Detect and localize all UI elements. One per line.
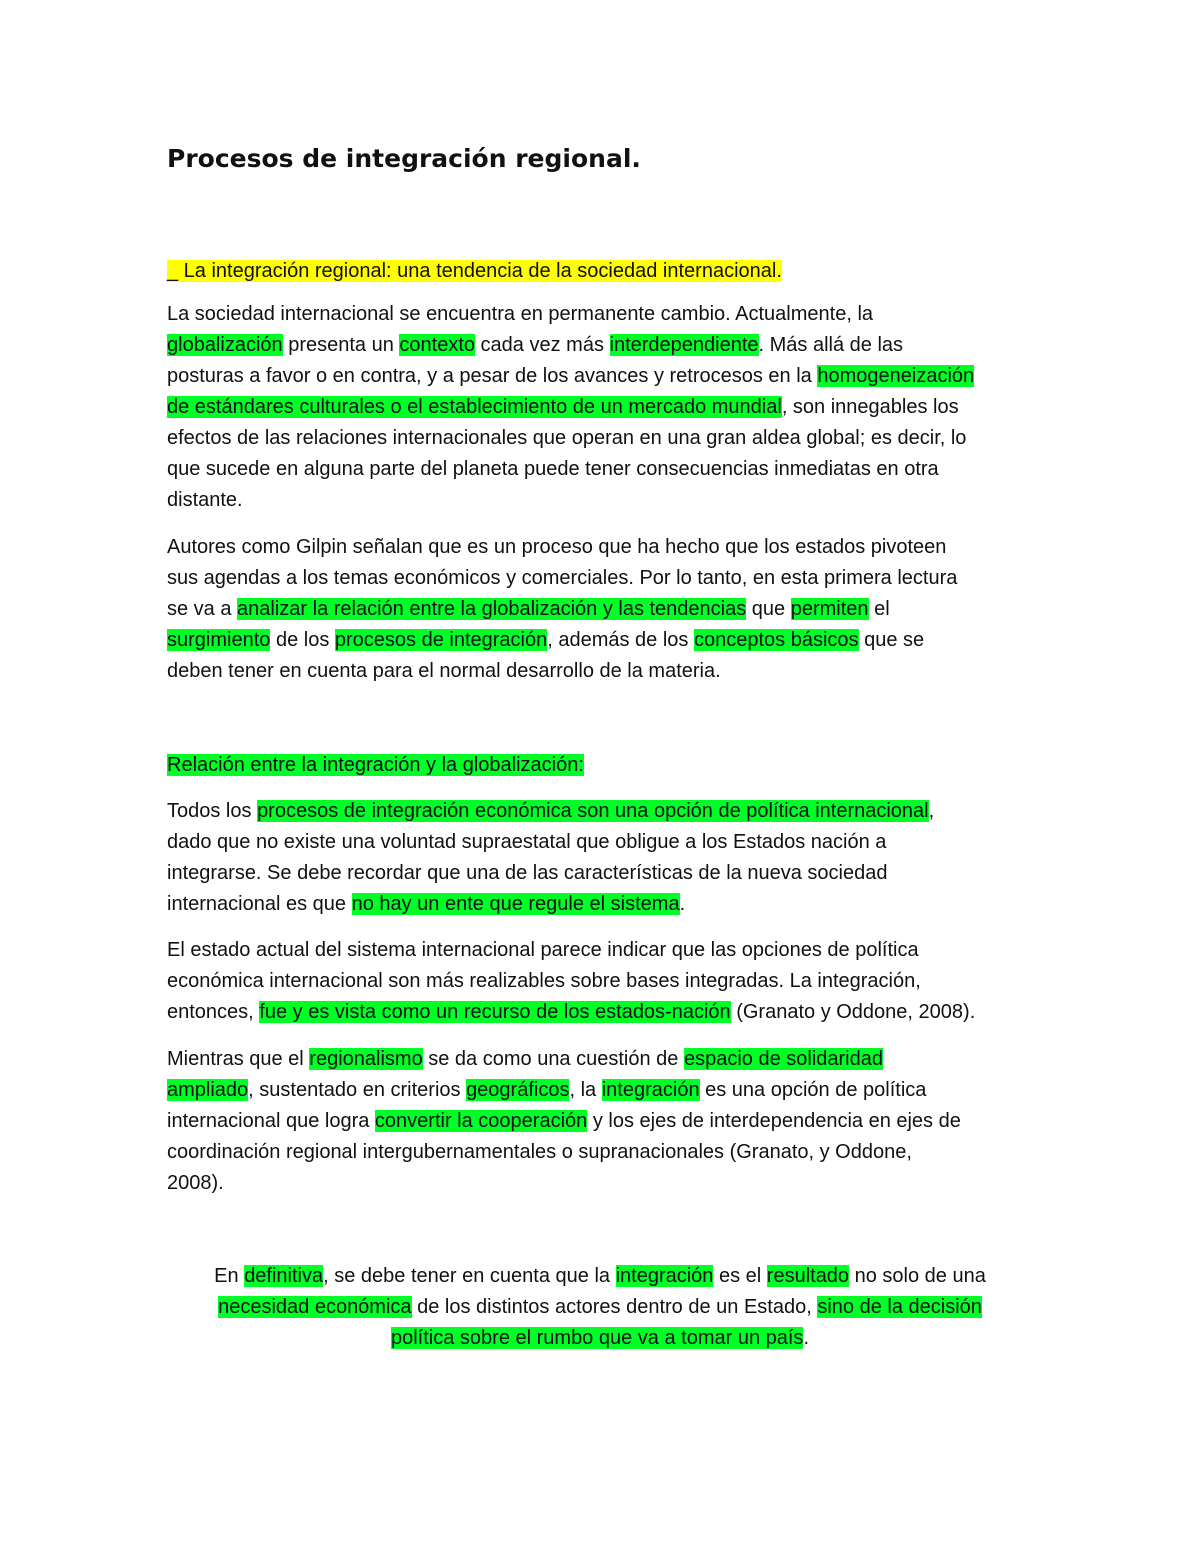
text-line <box>167 1106 1047 1137</box>
highlighted-text: de estándares culturales o el establecimiento de un mercado mundial <box>167 396 782 418</box>
body-text: el <box>868 598 890 620</box>
section1-paragraph-1 <box>167 299 1047 516</box>
text-line <box>167 485 1047 516</box>
text-line <box>167 423 1047 454</box>
text-line <box>167 563 1047 594</box>
text-line <box>167 330 1047 361</box>
body-text: (Granato y Oddone, 2008). <box>730 1001 976 1023</box>
body-text: distante. <box>167 489 243 511</box>
body-text: efectos de las relaciones internacionales que operan en una gran aldea global; es decir, lo <box>167 427 967 449</box>
highlighted-text: necesidad económica <box>218 1296 412 1318</box>
section1-heading <box>167 256 1047 287</box>
text-line <box>167 827 1047 858</box>
body-text: posturas a favor o en contra, y a pesar de los avances y retrocesos en la <box>167 365 818 387</box>
body-text: que sucede en alguna parte del planeta puede tener consecuencias inmediatas en otra <box>167 458 939 480</box>
text-line <box>100 1292 1100 1323</box>
highlighted-text: contexto <box>399 334 475 356</box>
body-text: es una opción de política <box>699 1079 927 1101</box>
body-text: es el <box>713 1265 767 1287</box>
highlighted-text: conceptos básicos <box>693 629 859 651</box>
highlighted-text: analizar la relación entre la globalización y las tendencias <box>237 598 747 620</box>
section2-paragraph-1 <box>167 796 1047 920</box>
highlighted-text: permiten <box>790 598 869 620</box>
body-text: Mientras que el <box>167 1048 310 1070</box>
highlighted-text: resultado <box>766 1265 850 1287</box>
text-line <box>167 532 1047 563</box>
highlighted-text: regionalismo <box>309 1048 423 1070</box>
body-text: 2008). <box>167 1172 224 1194</box>
text-line <box>100 1261 1100 1292</box>
text-line <box>167 1044 1047 1075</box>
highlighted-text: integración <box>615 1265 714 1287</box>
highlighted-text: política sobre el rumbo que va a tomar un país <box>390 1327 804 1349</box>
body-text: que <box>746 598 791 620</box>
section1-paragraph-2 <box>167 532 1047 687</box>
text-line <box>167 1075 1047 1106</box>
body-text: de los <box>270 629 335 651</box>
body-text: que se <box>858 629 925 651</box>
section1-heading-text: _ La integración regional: una tendencia de la sociedad internacional. <box>167 260 782 282</box>
text-line <box>167 361 1047 392</box>
text-line <box>167 299 1047 330</box>
text-line <box>167 997 1047 1028</box>
body-text: y los ejes de interdependencia en ejes de <box>587 1110 961 1132</box>
highlighted-text: geográficos <box>466 1079 570 1101</box>
highlighted-text: procesos de integración económica son una opción de política internacional <box>257 800 929 822</box>
body-text: presenta un <box>282 334 400 356</box>
highlighted-text: surgimiento <box>167 629 271 651</box>
body-text: Todos los <box>167 800 258 822</box>
text-line <box>167 656 1047 687</box>
body-text: internacional que logra <box>167 1110 375 1132</box>
body-text: coordinación regional intergubernamentales o supranacionales (Granato, y Oddone, <box>167 1141 912 1163</box>
body-text: económica internacional son más realizables sobre bases integradas. La integración, <box>167 970 921 992</box>
text-line <box>167 594 1047 625</box>
body-text: se da como una cuestión de <box>422 1048 684 1070</box>
text-line <box>167 1168 1047 1199</box>
highlighted-text: integración <box>601 1079 700 1101</box>
body-text: integrarse. Se debe recordar que una de las características de la nueva sociedad <box>167 862 888 884</box>
body-text: , sustentado en criterios <box>248 1079 467 1101</box>
text-line <box>167 1137 1047 1168</box>
highlighted-text: fue y es vista como un recurso de los estados-nación <box>259 1001 731 1023</box>
body-text: , son innegables los <box>781 396 959 418</box>
body-text: se va a <box>167 598 238 620</box>
highlighted-text: definitiva <box>244 1265 324 1287</box>
body-text: dado que no existe una voluntad supraestatal que obligue a los Estados nación a <box>167 831 887 853</box>
text-line <box>167 858 1047 889</box>
highlighted-text: procesos de integración <box>334 629 548 651</box>
body-text: En <box>214 1265 245 1287</box>
body-text: de los distintos actores dentro de un Estado, <box>411 1296 818 1318</box>
highlighted-text: convertir la cooperación <box>374 1110 588 1132</box>
text-line <box>167 796 1047 827</box>
body-text: . <box>803 1327 809 1349</box>
text-line <box>167 454 1047 485</box>
body-text: El estado actual del sistema internacional parece indicar que las opciones de política <box>167 939 919 961</box>
text-line <box>167 889 1047 920</box>
highlighted-text: homogeneización <box>817 365 975 387</box>
document-title: Procesos de integración regional. <box>167 144 641 173</box>
body-text: , la <box>569 1079 602 1101</box>
highlighted-text: interdependiente <box>609 334 759 356</box>
body-text: entonces, <box>167 1001 260 1023</box>
body-text: . Más allá de las <box>758 334 904 356</box>
section2-paragraph-3 <box>167 1044 1047 1199</box>
highlighted-text: no hay un ente que regule el sistema <box>351 893 680 915</box>
body-text: sus agendas a los temas económicos y comerciales. Por lo tanto, en esta primera lectura <box>167 567 958 589</box>
body-text: La sociedad internacional se encuentra en permanente cambio. Actualmente, la <box>167 303 874 325</box>
text-line <box>167 966 1047 997</box>
body-text: no solo de una <box>849 1265 986 1287</box>
body-text: deben tener en cuenta para el normal desarrollo de la materia. <box>167 660 721 682</box>
body-text: . <box>679 893 686 915</box>
highlighted-text: ampliado <box>167 1079 249 1101</box>
body-text: internacional es que <box>167 893 352 915</box>
text-line <box>167 935 1047 966</box>
section2-paragraph-2 <box>167 935 1047 1028</box>
text-line <box>167 625 1047 656</box>
body-text: , <box>928 800 935 822</box>
section2-heading-text: Relación entre la integración y la globalización: <box>167 754 584 776</box>
text-line <box>100 1323 1100 1354</box>
conclusion-paragraph <box>100 1261 1100 1354</box>
body-text: , se debe tener en cuenta que la <box>323 1265 616 1287</box>
highlighted-text: globalización <box>167 334 283 356</box>
highlighted-text: sino de la decisión <box>817 1296 982 1318</box>
body-text: , además de los <box>547 629 694 651</box>
highlighted-text: espacio de solidaridad <box>683 1048 883 1070</box>
body-text: Autores como Gilpin señalan que es un proceso que ha hecho que los estados pivoteen <box>167 536 947 558</box>
text-line <box>167 392 1047 423</box>
section2-heading <box>167 750 1047 781</box>
body-text: cada vez más <box>475 334 610 356</box>
